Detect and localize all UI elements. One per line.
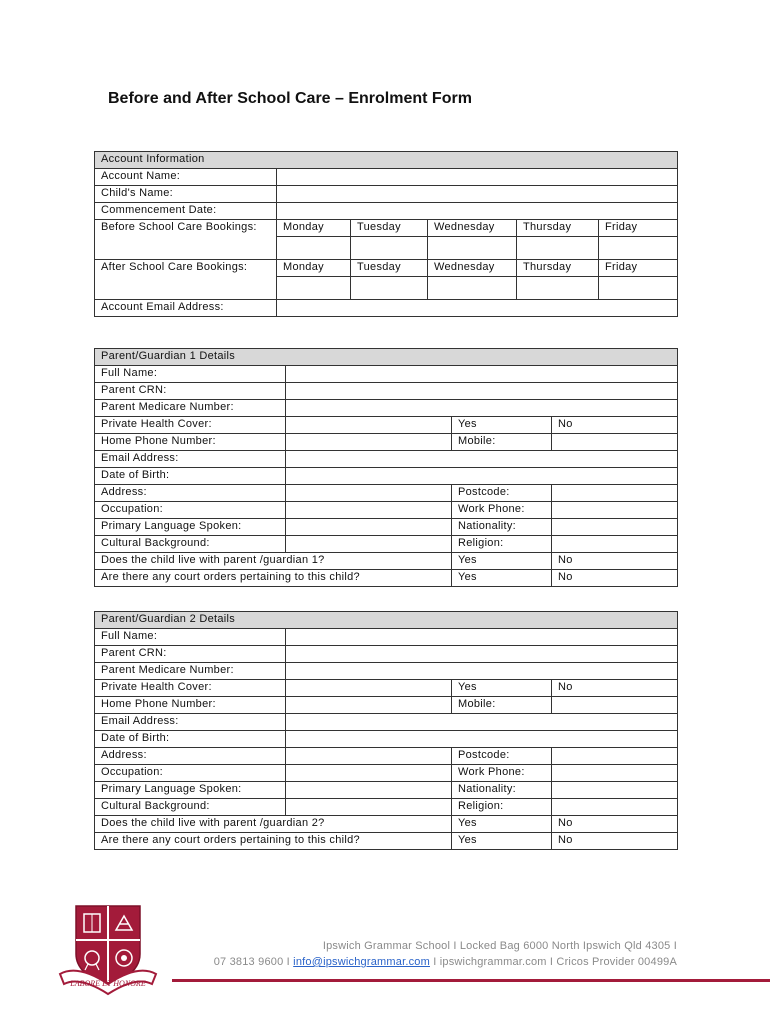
day-label: Friday [599,220,678,237]
crest-motto: LABORE ET HONORE [70,979,146,988]
religion-field[interactable] [552,799,678,816]
field-label: Postcode: [452,485,552,502]
after-care-thursday-field[interactable] [517,277,599,300]
postcode-field[interactable] [552,485,678,502]
field-label: Account Email Address: [95,300,277,317]
field-label: Commencement Date: [95,203,277,220]
crn-field[interactable] [286,383,678,400]
after-care-tuesday-field[interactable] [351,277,428,300]
before-care-tuesday-field[interactable] [351,237,428,260]
field-label: Cultural Background: [95,799,286,816]
field-label: Does the child live with parent /guardian 1? [95,553,452,570]
occupation-field[interactable] [286,502,452,519]
field-label: Account Name: [95,169,277,186]
home-phone-field[interactable] [286,434,452,451]
field-label: Address: [95,748,286,765]
religion-field[interactable] [552,536,678,553]
dob-field[interactable] [286,468,678,485]
health-cover-field[interactable] [286,680,452,697]
yes-option[interactable]: Yes [452,833,552,850]
field-label: Are there any court orders pertaining to this child? [95,833,452,850]
day-label: Tuesday [351,220,428,237]
field-label: Postcode: [452,748,552,765]
no-option[interactable]: No [552,570,678,587]
medicare-field[interactable] [286,663,678,680]
yes-option[interactable]: Yes [452,417,552,434]
postcode-field[interactable] [552,748,678,765]
crn-field[interactable] [286,646,678,663]
dob-field[interactable] [286,731,678,748]
no-option[interactable]: No [552,833,678,850]
no-option[interactable]: No [552,816,678,833]
school-crest-logo [58,904,158,996]
field-label: Child's Name: [95,186,277,203]
commencement-date-field[interactable] [277,203,678,220]
day-label: Thursday [517,220,599,237]
field-label: Home Phone Number: [95,434,286,451]
cultural-field[interactable] [286,536,452,553]
field-label: Before School Care Bookings: [95,220,277,260]
after-care-friday-field[interactable] [599,277,678,300]
field-label: Does the child live with parent /guardian 2? [95,816,452,833]
field-label: Date of Birth: [95,468,286,485]
address-field[interactable] [286,748,452,765]
yes-option[interactable]: Yes [452,553,552,570]
email-field[interactable] [286,714,678,731]
address-field[interactable] [286,485,452,502]
day-label: Wednesday [428,260,517,277]
footer [214,938,677,970]
yes-option[interactable]: Yes [452,680,552,697]
mobile-field[interactable] [552,697,678,714]
footer-email-link[interactable]: info@ipswichgrammar.com [293,956,430,968]
full-name-field[interactable] [286,629,678,646]
footer-address: Ipswich Grammar School I Locked Bag 6000 North Ipswich Qld 4305 I [322,940,677,952]
section-header: Parent/Guardian 2 Details [95,612,678,629]
field-label: Date of Birth: [95,731,286,748]
no-option[interactable]: No [552,553,678,570]
nationality-field[interactable] [552,782,678,799]
day-label: Thursday [517,260,599,277]
field-label: Nationality: [452,782,552,799]
language-field[interactable] [286,782,452,799]
medicare-field[interactable] [286,400,678,417]
parent-guardian-1-table [94,348,678,587]
page-title: Before and After School Care – Enrolment Form [108,90,472,107]
field-label: Home Phone Number: [95,697,286,714]
field-label: Parent Medicare Number: [95,663,286,680]
field-label: Work Phone: [452,502,552,519]
footer-contact [214,954,677,970]
field-label: Address: [95,485,286,502]
field-label: Are there any court orders pertaining to this child? [95,570,452,587]
before-care-friday-field[interactable] [599,237,678,260]
no-option[interactable]: No [552,417,678,434]
field-label: Occupation: [95,765,286,782]
day-label: Monday [277,260,351,277]
footer-website: I ipswichgrammar.com I Cricos Provider 00499A [429,956,677,968]
field-label: Email Address: [95,451,286,468]
before-care-thursday-field[interactable] [517,237,599,260]
section-header: Account Information [95,152,678,169]
field-label: Primary Language Spoken: [95,519,286,536]
before-care-wednesday-field[interactable] [428,237,517,260]
field-label: Religion: [452,536,552,553]
field-label: Primary Language Spoken: [95,782,286,799]
no-option[interactable]: No [552,680,678,697]
field-label: Email Address: [95,714,286,731]
day-label: Friday [599,260,678,277]
child-name-field[interactable] [277,186,678,203]
field-label: Private Health Cover: [95,680,286,697]
section-header: Parent/Guardian 1 Details [95,349,678,366]
mobile-field[interactable] [552,434,678,451]
yes-option[interactable]: Yes [452,816,552,833]
day-label: Tuesday [351,260,428,277]
work-phone-field[interactable] [552,502,678,519]
field-label: Religion: [452,799,552,816]
field-label: Parent CRN: [95,383,286,400]
parent-guardian-2-table [94,611,678,850]
before-care-monday-field[interactable] [277,237,351,260]
home-phone-field[interactable] [286,697,452,714]
field-label: Cultural Background: [95,536,286,553]
day-label: Wednesday [428,220,517,237]
field-label: After School Care Bookings: [95,260,277,300]
occupation-field[interactable] [286,765,452,782]
field-label: Parent CRN: [95,646,286,663]
footer-phone: 07 3813 9600 I [213,956,294,968]
account-name-field[interactable] [277,169,678,186]
day-label: Monday [277,220,351,237]
field-label: Mobile: [452,434,552,451]
field-label: Occupation: [95,502,286,519]
field-label: Nationality: [452,519,552,536]
field-label: Parent Medicare Number: [95,400,286,417]
language-field[interactable] [286,519,452,536]
field-label: Mobile: [452,697,552,714]
cultural-field[interactable] [286,799,452,816]
account-email-field[interactable] [277,300,678,317]
after-care-monday-field[interactable] [277,277,351,300]
yes-option[interactable]: Yes [452,570,552,587]
field-label: Private Health Cover: [95,417,286,434]
after-care-wednesday-field[interactable] [428,277,517,300]
work-phone-field[interactable] [552,765,678,782]
email-field[interactable] [286,451,678,468]
nationality-field[interactable] [552,519,678,536]
field-label: Work Phone: [452,765,552,782]
full-name-field[interactable] [286,366,678,383]
health-cover-field[interactable] [286,417,452,434]
account-information-table [94,151,678,317]
field-label: Full Name: [95,629,286,646]
field-label: Full Name: [95,366,286,383]
footer-divider [172,979,770,982]
